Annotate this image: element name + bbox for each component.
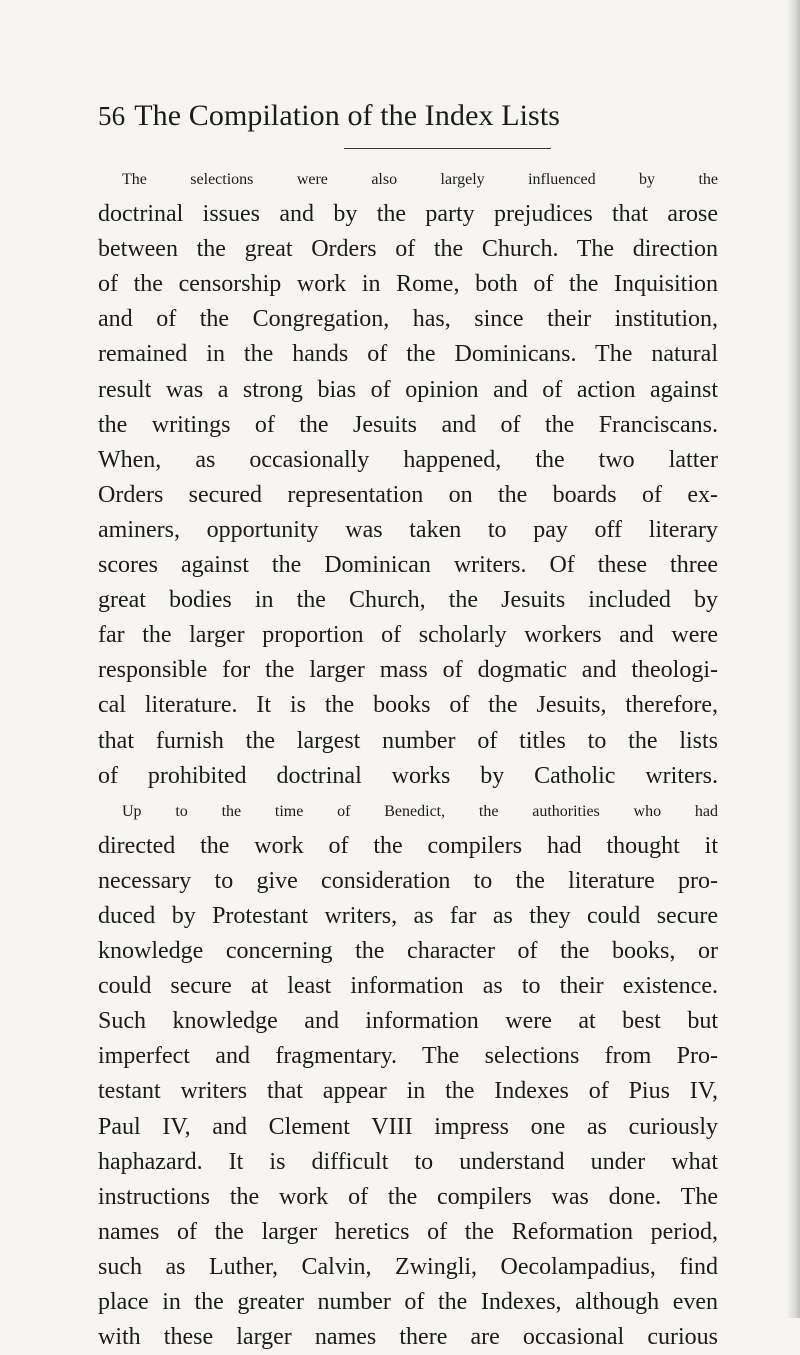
text-line: necessary to give consideration to the literature pro-: [98, 867, 718, 894]
text-line: directed the work of the compilers had thought it: [98, 832, 718, 859]
text-line: doctrinal issues and by the party prejudices that arose: [98, 201, 718, 228]
text-line: of the censorship work in Rome, both of the Inquisition: [98, 271, 718, 298]
page-number: 56: [98, 101, 126, 131]
text-line: that furnish the largest number of titles to the lists: [98, 727, 718, 754]
header-rule: [344, 148, 551, 149]
text-line: Such knowledge and information were at best but: [98, 1008, 718, 1035]
text-line: haphazard. It is difficult to understand under what: [98, 1148, 718, 1175]
text-line: of prohibited doctrinal works by Catholic writers.: [98, 762, 718, 789]
text-line: duced by Protestant writers, as far as they could secure: [98, 902, 718, 929]
text-line: remained in the hands of the Dominicans. The natural: [98, 341, 718, 368]
text-line: scores against the Dominican writers. Of these three: [98, 552, 718, 579]
text-line: instructions the work of the compilers was done. The: [98, 1183, 718, 1210]
text-line: and of the Congregation, has, since their institution,: [98, 306, 718, 333]
text-line: great bodies in the Church, the Jesuits included by: [98, 587, 718, 614]
text-line: between the great Orders of the Church. The direction: [98, 236, 718, 263]
text-line: such as Luther, Calvin, Zwingli, Oecolampadius, find: [98, 1253, 718, 1280]
text-line: When, as occasionally happened, the two latter: [98, 446, 718, 473]
text-line: Paul IV, and Clement VIII impress one as curiously: [98, 1113, 718, 1140]
text-line: Up to the time of Benedict, the authorities who had: [122, 802, 718, 820]
text-line: result was a strong bias of opinion and of action against: [98, 376, 718, 403]
text-line: far the larger proportion of scholarly workers and were: [98, 622, 718, 649]
text-line: aminers, opportunity was taken to pay off literary: [98, 516, 718, 543]
text-line: the writings of the Jesuits and of the Franciscans.: [98, 411, 718, 438]
text-line: cal literature. It is the books of the Jesuits, therefore,: [98, 692, 718, 719]
body-text: [98, 162, 718, 1355]
page-edge-shadow: [786, 0, 800, 1318]
text-line: The selections were also largely influenced by the: [122, 171, 718, 188]
text-line: knowledge concerning the character of the books, or: [98, 938, 718, 965]
text-line: with these larger names there are occasional curious: [98, 1324, 718, 1351]
text-line: imperfect and fragmentary. The selections from Pro-: [98, 1043, 718, 1070]
running-header: [98, 94, 718, 138]
text-line: responsible for the larger mass of dogmatic and theologi-: [98, 657, 718, 684]
text-line: place in the greater number of the Indexes, although even: [98, 1289, 718, 1315]
text-line: Orders secured representation on the boards of ex-: [98, 481, 718, 508]
text-line: could secure at least information as to their existence.: [98, 973, 718, 1000]
running-title: The Compilation of the Index Lists: [134, 99, 561, 132]
text-line: testant writers that appear in the Indexes of Pius IV,: [98, 1078, 718, 1105]
text-line: names of the larger heretics of the Reformation period,: [98, 1218, 718, 1245]
